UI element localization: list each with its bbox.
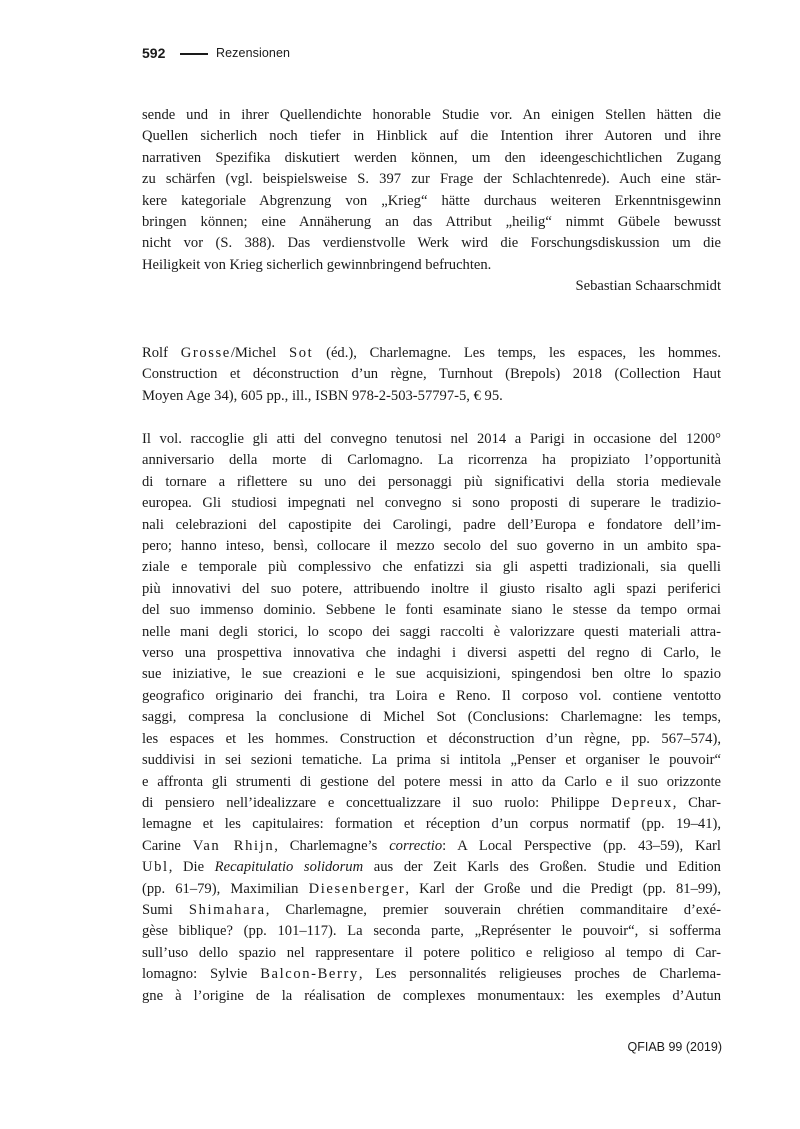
editor-surname: Grosse: [180, 345, 231, 361]
book-citation: [142, 343, 721, 407]
text-line: verso una prospettiva innovativa che indaghi i diversi aspetti del regno di Carlo, le: [142, 645, 721, 662]
text-line: geografico originario dei franchi, tra Loira e Reno. Il corposo vol. contiene ventotto: [142, 687, 721, 704]
text-line: sende und in ihrer Quellendichte honorable Studie vor. An einigen Stellen hätten die: [142, 107, 721, 123]
author-surname: Depreux: [611, 794, 673, 811]
text-line: gne à l’origine de la réalisation de complexes monumentaux: les exemples d’Autun: [142, 987, 721, 1004]
running-head: Rezensionen: [216, 46, 291, 60]
text-line: pero; hanno inteso, bensì, collocare il mezzo secolo del suo governo in un ambito spa-: [142, 538, 721, 555]
text-line: Il vol. raccoglie gli atti del convegno tenutosi nel 2014 a Parigi in occasione del 1200°: [142, 431, 721, 447]
text-line: narrativen Spezifika diskutiert werden können, um den ideengeschichtlichen Zugang: [142, 149, 721, 166]
text-line: del suo immenso dominio. Sebbene le fonti esaminate siano le stesse da tempo ormai: [142, 602, 721, 619]
text-line: Quellen sicherlich noch tiefer in Hinblick auf die Intention ihrer Autoren und ihre: [142, 128, 721, 145]
author-surname: Diesenberger: [308, 880, 406, 897]
review-end-paragraph: [142, 105, 721, 298]
text-line: di tornare a riflettere su uno dei personaggi più significativi della storia medievale: [142, 473, 721, 490]
header-rule: [180, 53, 208, 55]
text-line: zu schärfen (vgl. beispielsweise S. 397 zur Frage der Schlachtenrede). Auch eine stär-: [142, 171, 721, 188]
citation-line: Construction et déconstruction d’un règne, Turnhout (Brepols) 2018 (Collection Haut: [142, 366, 721, 383]
text-line: e affronta gli strumenti di gestione del potere messi in atto da Carlo e il suo orizzonte: [142, 773, 721, 790]
text-line: Ubl, Die Recapitulatio solidorum aus der Zeit Karls des Großen. Studie und Edition: [142, 859, 721, 876]
author-surname: Van Rhijn: [192, 837, 275, 854]
text-line: (pp. 61–79), Maximilian Diesenberger, Karl der Große und die Predigt (pp. 81–99),: [142, 880, 721, 897]
page-header: [142, 44, 722, 66]
reviewer-name: Sebastian Schaarschmidt: [575, 278, 721, 295]
text-line: Heiligkeit von Krieg sicherlich gewinnbringend befruchten.: [142, 256, 492, 273]
text-line: kere kategoriale Abgrenzung von „Krieg“ hätte durchaus weiteren Erkenntnisgewinn: [142, 192, 721, 209]
text-line: più innovativi del suo potere, attribuendo inoltre il giusto risalto agli spazi periferici: [142, 580, 721, 597]
text-line: les espaces et les hommes. Construction et déconstruction d’un règne, pp. 567–574),: [142, 730, 721, 747]
editor-surname: Sot: [289, 345, 314, 361]
text-line: lomagno: Sylvie Balcon-Berry, Les personnalités religieuses proches de Charlema-: [142, 966, 721, 983]
text-line: sue iniziative, le sue creazioni e le sue acquisizioni, spingendosi ben oltre lo spazio: [142, 666, 721, 683]
page-number: 592: [142, 45, 166, 61]
text-line: saggi, compresa la conclusione di Michel Sot (Conclusions: Charlemagne: les temps,: [142, 709, 721, 726]
author-surname: Shimahara: [188, 901, 266, 918]
review-paragraph: [142, 429, 721, 1007]
text-line: nali celebrazioni del capostipite dei Carolingi, padre dell’Europa e fondatore dell’im-: [142, 516, 721, 533]
text-line: Carine Van Rhijn, Charlemagne’s correctio: A Local Perspective (pp. 43–59), Karl: [142, 837, 721, 854]
citation-line: Moyen Age 34), 605 pp., ill., ISBN 978-2-503-57797-5, € 95.: [142, 387, 503, 404]
journal-footer: QFIAB 99 (2019): [627, 1040, 722, 1054]
italic-term: correctio: [389, 837, 443, 854]
author-surname: Balcon-Berry: [260, 966, 359, 983]
text-line: nicht vor (S. 388). Das verdienstvolle Werk wird die Forschungsdiskussion um die: [142, 235, 721, 252]
text-line: Sumi Shimahara, Charlemagne, premier souverain chrétien commanditaire d’exé-: [142, 901, 721, 918]
text-line: anniversario della morte di Carlomagno. La ricorrenza ha propiziato l’opportunità: [142, 452, 721, 469]
italic-title: Recapitulatio solidorum: [214, 859, 364, 876]
text-line: nelle mani degli storici, lo scopo dei saggi raccolti è valorizzare questi materiali attra-: [142, 623, 721, 640]
text-line: di pensiero nell’idealizzare e concettualizzare il suo ruolo: Philippe Depreux, Char-: [142, 794, 722, 811]
text-line: europea. Gli studiosi impegnati nel convegno si sono proposti di superare le tradizio-: [142, 495, 721, 512]
author-surname: Ubl: [142, 859, 169, 876]
text-line: ziale e temporale più complessivo che enfatizzi sia gli aspetti tradizionali, sia quelli: [142, 559, 721, 576]
text-line: sull’uso dello spazio nel rappresentare il potere politico e religioso al tempo di Car-: [142, 944, 721, 961]
citation-line: Rolf Grosse/Michel Sot (éd.), Charlemagne. Les temps, les espaces, les hommes.: [142, 345, 721, 361]
text-line: bringen können; eine Annäherung an das Attribut „heilig“ nimmt Gübele bewusst: [142, 214, 721, 231]
text-line: suddivisi in sei sezioni tematiche. La prima si intitola „Penser et organiser le pouvoir“: [142, 752, 721, 769]
text-line: gèse biblique? (pp. 101–117). La seconda parte, „Représenter le pouvoir“, si sofferma: [142, 923, 721, 940]
text-line: lemagne et les capitulaires: formation et réception d’un corpus normatif (pp. 19–41),: [142, 816, 721, 833]
